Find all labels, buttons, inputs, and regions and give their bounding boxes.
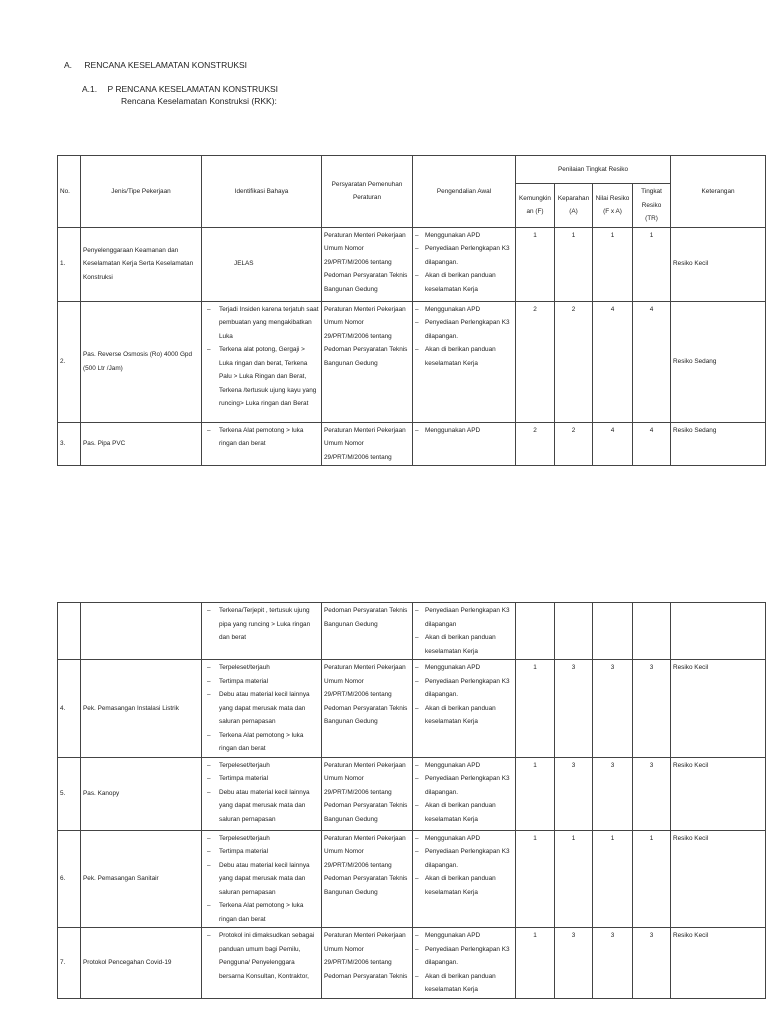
row-bahaya: JELAS <box>202 227 322 301</box>
list-item: – Penyediaan Perlengkapan K3 dilapangan <box>415 604 513 631</box>
list-item: – Menggunakan APD <box>415 424 513 438</box>
row-fxa: 3 <box>593 757 633 830</box>
row-f: 1 <box>516 227 555 301</box>
row-bahaya <box>202 422 322 466</box>
list-item: – Debu atau material kecil lainnya yang dapat merusak mata dan saluran pernapasan <box>204 786 319 827</box>
section-title: RENCANA KESELAMATAN KONSTRUKSI <box>84 60 248 70</box>
list-item: – Akan di berikan panduan keselamatan Kerja <box>415 343 513 370</box>
row-keterangan: Resiko Kecil <box>671 928 766 999</box>
row-f: 2 <box>516 422 555 466</box>
list-item: – Penyediaan Perlengkapan K3 dilapangan. <box>415 316 513 343</box>
row-a: 2 <box>555 422 593 466</box>
list-item: – Menggunakan APD <box>415 832 513 846</box>
row-a: 1 <box>555 830 593 928</box>
row-a: 1 <box>555 227 593 301</box>
list-item: – Terkena/Terjepit , tertusuk ujung pipa yang runcing > Luka ringan dan berat <box>204 604 319 645</box>
row-pengendalian <box>413 603 516 660</box>
table-row <box>58 757 766 830</box>
table-row <box>58 422 766 466</box>
list-item: – Debu atau material kecil lainnya yang dapat merusak mata dan saluran pernapasan <box>204 688 319 729</box>
header-penilaian: Penilaian Tingkat Resiko <box>516 156 671 184</box>
row-tr: 1 <box>633 227 671 301</box>
list-item: – Terkena Alat pemotong > luka ringan dan berat <box>204 424 319 451</box>
list-item: – Penyediaan Perlengkapan K3 dilapangan. <box>415 675 513 702</box>
list-item: – Akan di berikan panduan keselamatan Kerja <box>415 799 513 826</box>
list-item: – Menggunakan APD <box>415 303 513 317</box>
row-jenis: Penyelenggaraan Keamanan dan Keselamatan Kerja Serta Keselamatan Konstruksi <box>81 227 202 301</box>
row-keterangan: Resiko Kecil <box>671 830 766 928</box>
risk-table-page-1 <box>57 155 766 466</box>
header-kemungkinan: Kemungkinan (F) <box>516 184 555 228</box>
subsection-heading <box>82 84 278 94</box>
header-jenis: Jenis/Tipe Pekerjaan <box>81 156 202 228</box>
row-pengendalian <box>413 422 516 466</box>
table-row <box>58 603 766 660</box>
list-item: – Terjadi Insiden karena terjatuh saat pembuatan yang mengakibatkan Luka <box>204 303 319 344</box>
row-fxa: 1 <box>593 830 633 928</box>
table-row <box>58 830 766 928</box>
list-item: – Tertimpa material <box>204 845 319 859</box>
row-tr <box>633 603 671 660</box>
table-row <box>58 301 766 422</box>
list-item: – Terpeleset/terjauh <box>204 661 319 675</box>
row-tr: 3 <box>633 660 671 758</box>
section-letter: A. <box>64 60 73 70</box>
row-keterangan: Resiko Sedang <box>671 422 766 466</box>
risk-table-page-2 <box>57 602 766 999</box>
header-no: No. <box>58 156 81 228</box>
row-a: 3 <box>555 928 593 999</box>
list-item: – Terkena alat potong, Gergaji > Luka ringan dan berat, Terkena Palu > Luka Ringan dan Berat, Terkena /tertusuk ujung kayu yang runcing> Luka ringan dan Berat <box>204 343 319 411</box>
list-item: – Menggunakan APD <box>415 229 513 243</box>
list-item: – Tertimpa material <box>204 772 319 786</box>
section-heading <box>64 60 247 70</box>
table-row <box>58 928 766 999</box>
row-fxa: 1 <box>593 227 633 301</box>
row-bahaya <box>202 301 322 422</box>
header-nilai: Nilai Resiko (F x A) <box>593 184 633 228</box>
row-keterangan: Resiko Kecil <box>671 757 766 830</box>
row-f: 1 <box>516 757 555 830</box>
row-no <box>58 603 81 660</box>
row-bahaya <box>202 603 322 660</box>
row-jenis: Pek. Pemasangan Instalasi Listrik <box>81 660 202 758</box>
row-no: 2. <box>58 301 81 422</box>
row-f: 2 <box>516 301 555 422</box>
list-item: – Penyediaan Perlengkapan K3 dilapangan. <box>415 943 513 970</box>
table-row <box>58 660 766 758</box>
list-item: – Terpeleset/terjauh <box>204 759 319 773</box>
header-keparahan: Keparahan (A) <box>555 184 593 228</box>
row-a: 3 <box>555 757 593 830</box>
row-peraturan: Peraturan Menteri Pekerjaan Umum Nomor 29/PRT/M/2006 tentang Pedoman Persyaratan Teknis <box>322 928 413 999</box>
row-no: 7. <box>58 928 81 999</box>
list-item: – Akan di berikan panduan keselamatan Kerja <box>415 269 513 296</box>
row-peraturan: Peraturan Menteri Pekerjaan Umum Nomor 29/PRT/M/2006 tentang Pedoman Persyaratan Teknis Bangunan Gedung <box>322 301 413 422</box>
row-no: 1. <box>58 227 81 301</box>
list-item: – Terpeleset/terjauh <box>204 832 319 846</box>
header-persyaratan: Persyaratan Pemenuhan Peraturan <box>322 156 413 228</box>
header-pengendalian: Pengendalian Awal <box>413 156 516 228</box>
row-a: 3 <box>555 660 593 758</box>
row-pengendalian <box>413 227 516 301</box>
list-item: – Menggunakan APD <box>415 929 513 943</box>
row-a <box>555 603 593 660</box>
header-tingkat: Tingkat Resiko (TR) <box>633 184 671 228</box>
row-peraturan: Peraturan Menteri Pekerjaan Umum Nomor 29/PRT/M/2006 tentang Pedoman Persyaratan Teknis Bangunan Gedung <box>322 227 413 301</box>
row-no: 6. <box>58 830 81 928</box>
row-peraturan: Peraturan Menteri Pekerjaan Umum Nomor 29/PRT/M/2006 tentang Pedoman Persyaratan Teknis Bangunan Gedung <box>322 660 413 758</box>
list-item: – Akan di berikan panduan keselamatan Kerja <box>415 872 513 899</box>
row-a: 2 <box>555 301 593 422</box>
list-item: – Penyediaan Perlengkapan K3 dilapangan. <box>415 242 513 269</box>
row-bahaya <box>202 660 322 758</box>
row-pengendalian <box>413 928 516 999</box>
list-item: – Terkena Alat pemotong > luka ringan dan berat <box>204 729 319 756</box>
row-bahaya <box>202 928 322 999</box>
row-no: 3. <box>58 422 81 466</box>
list-item: – Protokol ini dimaksudkan sebagai panduan umum bagi Pemilu, Pengguna/ Penyelenggara bersarna Konsultan, Kontraktor, <box>204 929 319 983</box>
list-item: – Debu atau material kecil lainnya yang dapat merusak mata dan saluran pernapasan <box>204 859 319 900</box>
row-f: 1 <box>516 928 555 999</box>
row-tr: 3 <box>633 928 671 999</box>
row-bahaya <box>202 830 322 928</box>
row-peraturan: Peraturan Menteri Pekerjaan Umum Nomor 29/PRT/M/2006 tentang <box>322 422 413 466</box>
row-jenis: Pas. Kanopy <box>81 757 202 830</box>
row-no: 4. <box>58 660 81 758</box>
row-fxa: 4 <box>593 301 633 422</box>
table-row <box>58 227 766 301</box>
row-tr: 4 <box>633 301 671 422</box>
list-item: – Akan di berikan panduan keselamatan Kerja <box>415 631 513 658</box>
row-jenis: Pas. Reverse Osmosis (Ro) 4000 Gpd (500 Ltr /Jam) <box>81 301 202 422</box>
row-fxa: 3 <box>593 660 633 758</box>
subsection-title: P RENCANA KESELAMATAN KONSTRUKSI <box>107 84 279 94</box>
list-item: – Tertimpa material <box>204 675 319 689</box>
row-jenis: Pek. Pemasangan Sanitair <box>81 830 202 928</box>
subsection-number: A.1. <box>82 84 98 94</box>
row-fxa: 3 <box>593 928 633 999</box>
row-jenis: Pas. Pipa PVC <box>81 422 202 466</box>
row-fxa <box>593 603 633 660</box>
header-keterangan: Keterangan <box>671 156 766 228</box>
list-item: – Penyediaan Perlengkapan K3 dilapangan. <box>415 845 513 872</box>
row-peraturan: Peraturan Menteri Pekerjaan Umum Nomor 29/PRT/M/2006 tentang Pedoman Persyaratan Teknis Bangunan Gedung <box>322 830 413 928</box>
header-identifikasi: Identifikasi Bahaya <box>202 156 322 228</box>
row-tr: 3 <box>633 757 671 830</box>
list-item: – Menggunakan APD <box>415 759 513 773</box>
row-pengendalian <box>413 830 516 928</box>
row-pengendalian <box>413 660 516 758</box>
list-item: – Menggunakan APD <box>415 661 513 675</box>
list-item: – Akan di berikan panduan keselamatan Kerja <box>415 702 513 729</box>
row-no: 5. <box>58 757 81 830</box>
row-pengendalian <box>413 757 516 830</box>
row-tr: 4 <box>633 422 671 466</box>
subsection-subtitle: Rencana Keselamatan Konstruksi (RKK): <box>121 96 277 106</box>
list-item: – Terkena Alat pemotong > luka ringan dan berat <box>204 899 319 926</box>
list-item: – Penyediaan Perlengkapan K3 dilapangan. <box>415 772 513 799</box>
row-f: 1 <box>516 660 555 758</box>
row-keterangan: Resiko Kecil <box>671 227 766 301</box>
row-jenis: Protokol Pencegahan Covid-19 <box>81 928 202 999</box>
row-tr: 1 <box>633 830 671 928</box>
row-pengendalian <box>413 301 516 422</box>
row-f: 1 <box>516 830 555 928</box>
row-keterangan: Resiko Kecil <box>671 660 766 758</box>
row-keterangan <box>671 603 766 660</box>
row-jenis <box>81 603 202 660</box>
row-peraturan: Pedoman Persyaratan Teknis Bangunan Gedung <box>322 603 413 660</box>
row-f <box>516 603 555 660</box>
row-peraturan: Peraturan Menteri Pekerjaan Umum Nomor 29/PRT/M/2006 tentang Pedoman Persyaratan Teknis Bangunan Gedung <box>322 757 413 830</box>
row-keterangan: Resiko Sedang <box>671 301 766 422</box>
list-item: – Akan di berikan panduan keselamatan Kerja <box>415 970 513 997</box>
row-fxa: 4 <box>593 422 633 466</box>
row-bahaya <box>202 757 322 830</box>
